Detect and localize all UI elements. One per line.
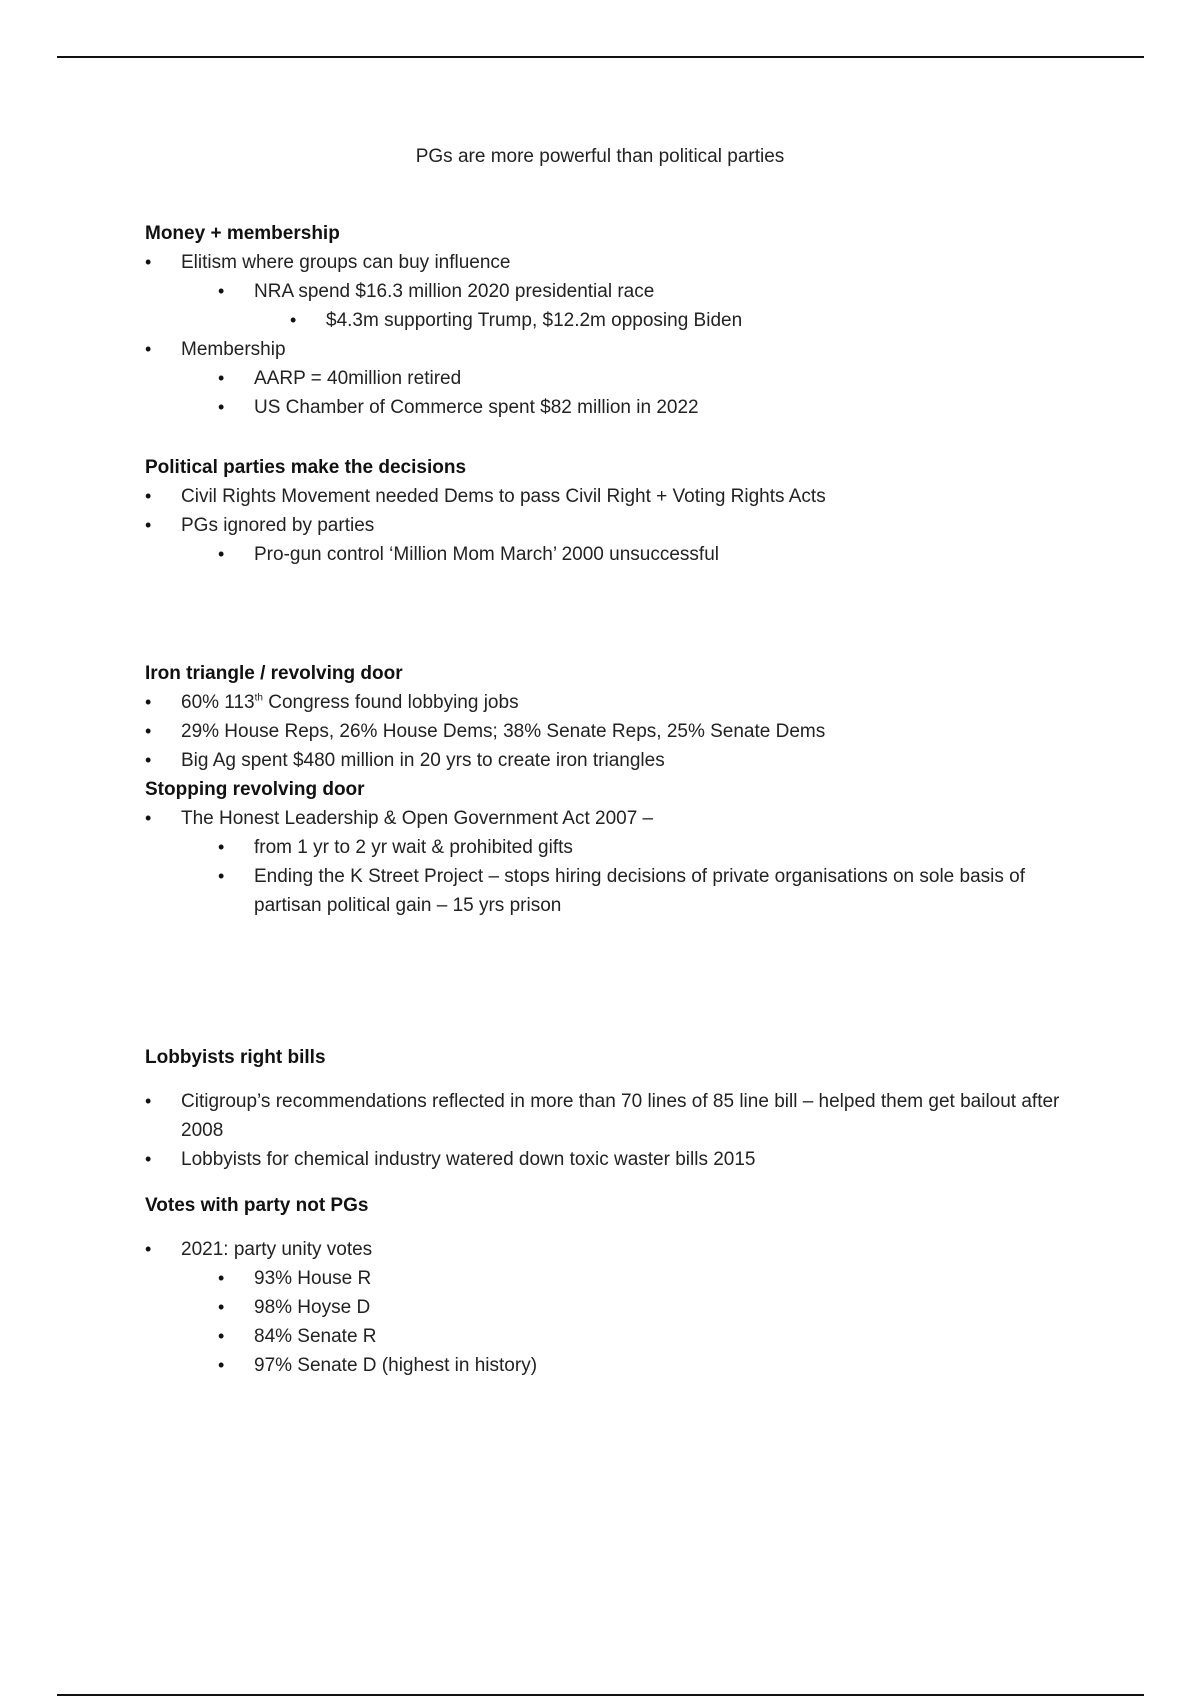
- bullet-list: [145, 1087, 1095, 1174]
- section-heading: Votes with party not PGs: [145, 1195, 369, 1216]
- bullet-icon: •: [145, 1239, 152, 1259]
- bullet-icon: •: [218, 1297, 225, 1317]
- bullet-icon: •: [218, 281, 225, 301]
- bullet-icon: •: [145, 515, 152, 535]
- section-heading: Lobbyists right bills: [145, 1047, 326, 1068]
- list-item: • Big Ag spent $480 million in 20 yrs to create iron triangles: [145, 746, 1095, 775]
- list-item: • 29% House Reps, 26% House Dems; 38% Senate Reps, 25% Senate Dems: [145, 717, 1095, 746]
- list-item: • 98% Hoyse D: [145, 1293, 1095, 1322]
- list-item: • Citigroup’s recommendations reflected in more than 70 lines of 85 line bill – helped them get bailout after 2008: [145, 1087, 1095, 1145]
- bullet-icon: •: [218, 1268, 225, 1288]
- bullet-icon: •: [145, 721, 152, 741]
- bullet-icon: •: [145, 750, 152, 770]
- footer-rule: [57, 1694, 1144, 1696]
- bullet-icon: •: [145, 339, 152, 359]
- bullet-icon: •: [218, 397, 225, 417]
- list-item: • Elitism where groups can buy influence: [145, 248, 1095, 277]
- bullet-icon: •: [218, 1355, 225, 1375]
- list-item: • 2021: party unity votes: [145, 1235, 1095, 1264]
- section-money-membership: [145, 219, 1095, 422]
- bullet-icon: •: [145, 486, 152, 506]
- bullet-icon: •: [145, 252, 152, 272]
- bullet-list: [145, 804, 1095, 920]
- list-item: • US Chamber of Commerce spent $82 million in 2022: [145, 393, 1095, 422]
- bullet-list: [145, 688, 1095, 775]
- bullet-icon: •: [218, 866, 225, 886]
- list-item: • Pro-gun control ‘Million Mom March’ 2000 unsuccessful: [145, 540, 1095, 569]
- bullet-list: [145, 482, 1095, 569]
- section-heading: Political parties make the decisions: [145, 457, 467, 478]
- list-item: • Civil Rights Movement needed Dems to pass Civil Right + Voting Rights Acts: [145, 482, 1095, 511]
- section-political-parties: [145, 453, 1095, 569]
- list-item: • The Honest Leadership & Open Government Act 2007 –: [145, 804, 1095, 833]
- list-item: • 93% House R: [145, 1264, 1095, 1293]
- bullet-icon: •: [145, 1149, 152, 1169]
- list-item: • Ending the K Street Project – stops hiring decisions of private organisations on sole basis of partisan political gain – 15 yrs prison: [145, 862, 1095, 920]
- header-rule: [57, 56, 1144, 58]
- list-item: • NRA spend $16.3 million 2020 presidential race: [145, 277, 1095, 306]
- bullet-icon: •: [218, 1326, 225, 1346]
- list-item: • Lobbyists for chemical industry watered down toxic waster bills 2015: [145, 1145, 1095, 1174]
- section-iron-triangle: [145, 659, 1095, 920]
- list-item: • Membership: [145, 335, 1095, 364]
- page-title: PGs are more powerful than political parties: [415, 146, 785, 167]
- bullet-icon: •: [218, 837, 225, 857]
- list-item: • 97% Senate D (highest in history): [145, 1351, 1095, 1380]
- list-item: • $4.3m supporting Trump, $12.2m opposing Biden: [145, 306, 1095, 335]
- list-item: • PGs ignored by parties: [145, 511, 1095, 540]
- list-item: • 60% 113th Congress found lobbying jobs: [145, 688, 1095, 717]
- list-item: • AARP = 40million retired: [145, 364, 1095, 393]
- list-item: • 84% Senate R: [145, 1322, 1095, 1351]
- section-votes-with-party: [145, 1191, 1095, 1380]
- bullet-list: [145, 248, 1095, 422]
- bullet-icon: •: [145, 692, 152, 712]
- list-item: • from 1 yr to 2 yr wait & prohibited gifts: [145, 833, 1095, 862]
- bullet-icon: •: [290, 310, 297, 330]
- bullet-icon: •: [218, 544, 225, 564]
- section-heading: Money + membership: [145, 223, 340, 244]
- bullet-icon: •: [145, 1091, 152, 1111]
- bullet-icon: •: [145, 808, 152, 828]
- section-heading: Iron triangle / revolving door: [145, 663, 403, 684]
- section-lobbyists: [145, 1043, 1095, 1174]
- bullet-list: [145, 1235, 1095, 1380]
- section-heading: Stopping revolving door: [145, 779, 365, 800]
- bullet-icon: •: [218, 368, 225, 388]
